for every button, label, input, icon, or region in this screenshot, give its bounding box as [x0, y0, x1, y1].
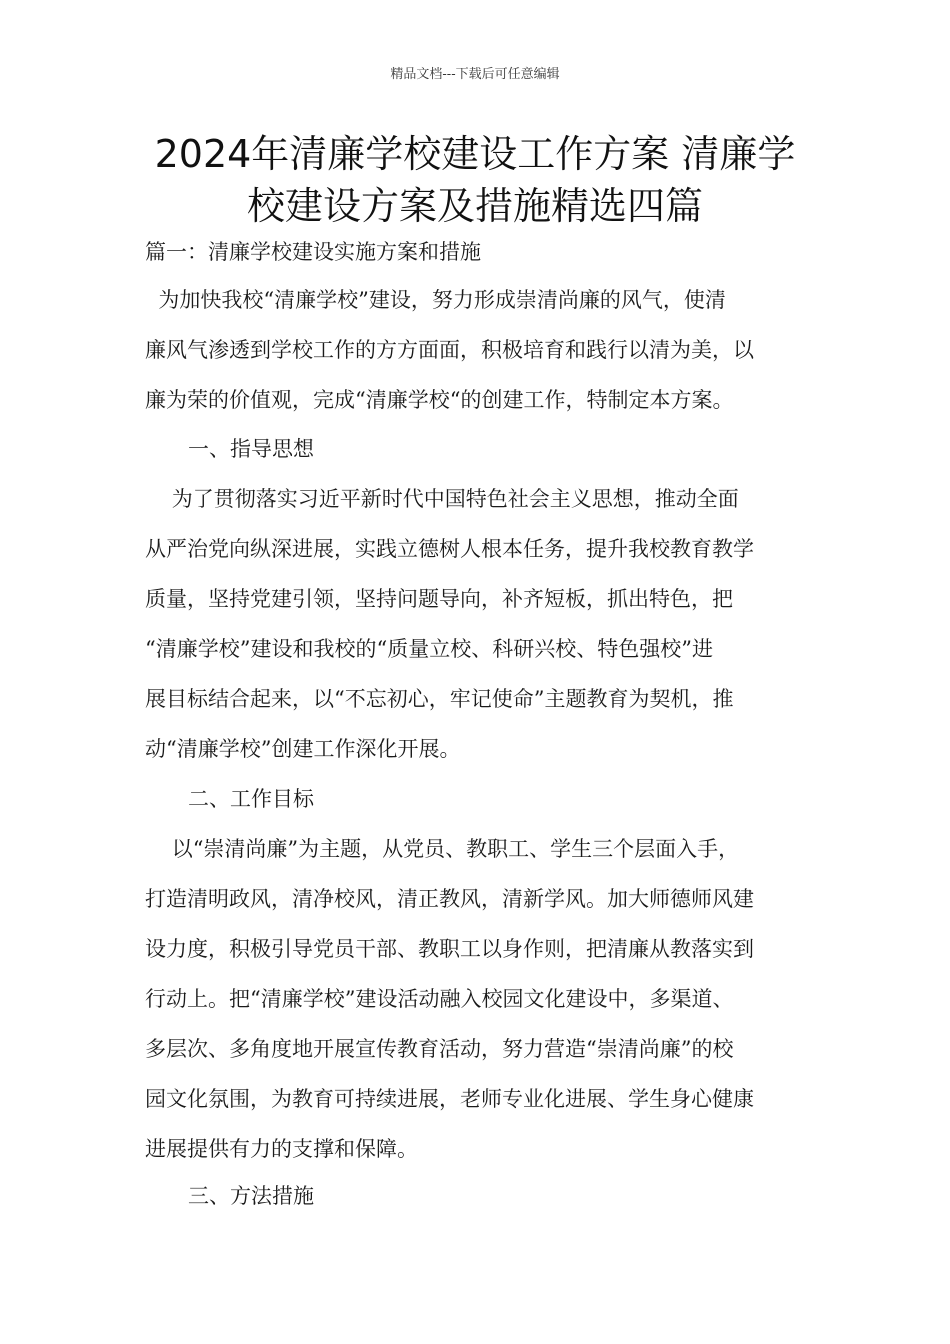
section-heading-work-goals: 二、工作目标: [188, 787, 314, 811]
section-heading-guiding-thought: 一、指导思想: [188, 437, 314, 461]
section1-line: “清廉学校”建设和我校的“质量立校、科研兴校、特色强校”进: [145, 637, 713, 661]
section2-line: 进展提供有力的支撑和保障。: [145, 1137, 418, 1161]
intro-line: 为加快我校“清廉学校”建设，努力形成崇清尚廉的风气，使清: [145, 288, 726, 312]
section1-line: 动“清廉学校”创建工作深化开展。: [145, 737, 461, 761]
section2-line: 以“崇清尚廉”为主题，从党员、教职工、学生三个层面入手，: [145, 837, 740, 861]
section-heading-methods: 三、方法措施: [188, 1184, 314, 1208]
section1-line: 质量，坚持党建引领，坚持问题导向，补齐短板，抓出特色，把: [145, 587, 733, 611]
title-line-2: 校建设方案及措施精选四篇: [246, 184, 703, 228]
section2-line: 设力度，积极引导党员干部、教职工以身作则，把清廉从教落实到: [145, 937, 754, 961]
section2-line: 打造清明政风，清净校风，清正教风，清新学风。加大师德师风建: [145, 887, 754, 911]
section1-line: 展目标结合起来，以“不忘初心，牢记使命”主题教育为契机，推: [145, 687, 734, 711]
section1-paragraph: [145, 474, 810, 774]
section2-paragraph: [145, 824, 810, 1174]
intro-paragraph: [145, 275, 810, 425]
title-line-1: 2024年清廉学校建设工作方案 清廉学: [154, 132, 796, 176]
intro-line: 廉为荣的价值观，完成“清廉学校“的创建工作，特制定本方案。: [145, 388, 734, 412]
section2-line: 园文化氛围，为教育可持续进展，老师专业化进展、学生身心健康: [145, 1087, 754, 1111]
header-note: 精品文档---下载后可任意编辑: [390, 67, 560, 82]
section2-line: 行动上。把“清廉学校”建设活动融入校园文化建设中，多渠道、: [145, 987, 734, 1011]
article-subtitle: 篇一：清廉学校建设实施方案和措施: [145, 240, 481, 264]
section1-line: 为了贯彻落实习近平新时代中国特色社会主义思想，推动全面: [145, 487, 739, 511]
section1-line: 从严治党向纵深进展，实践立德树人根本任务，提升我校教育教学: [145, 537, 754, 561]
intro-line: 廉风气渗透到学校工作的方方面面，积极培育和践行以清为美，以: [145, 338, 754, 362]
document-title: [145, 128, 805, 232]
section2-line: 多层次、多角度地开展宣传教育活动，努力营造“崇清尚廉”的校: [145, 1037, 734, 1061]
